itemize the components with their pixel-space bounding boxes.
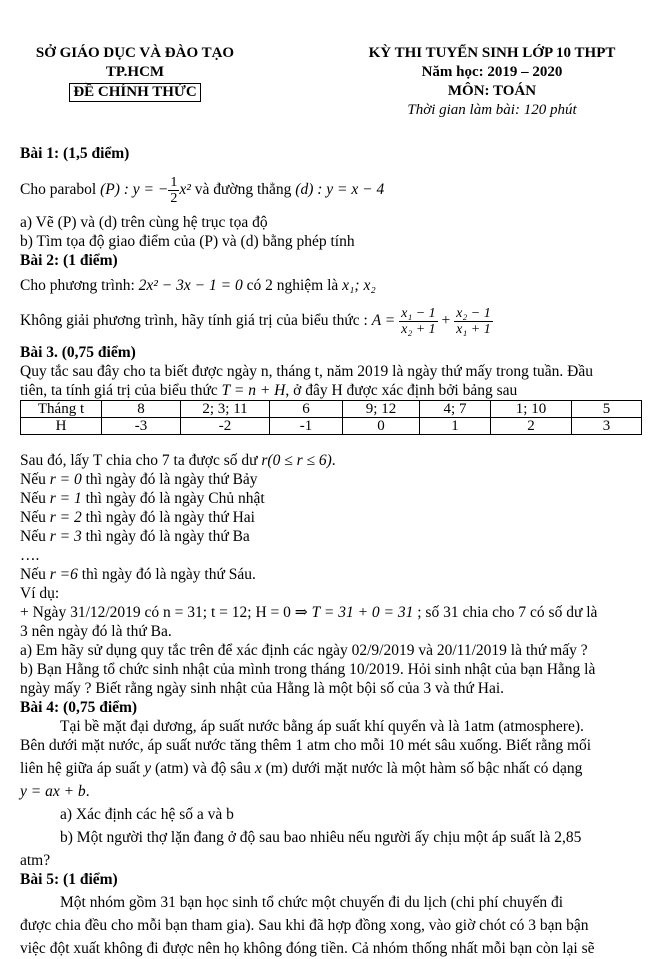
- example-line-1: + Ngày 31/12/2019 có n = 31; t = 12; H = 0 ⇒ T = 31 + 0 = 31 ; số 31 chia cho 7 có số dư là: [20, 604, 598, 621]
- rule-line: Nếu r = 2 thì ngày đó là ngày thứ Hai: [20, 509, 255, 526]
- rule-line: Nếu r = 3 thì ngày đó là ngày thứ Ba: [20, 528, 250, 545]
- fraction-one-half: $\frac{1}{2}$: [170, 174, 178, 206]
- linear-function: y = ax + b.: [20, 783, 90, 800]
- roots: x₁; x₂: [342, 277, 376, 294]
- example-label: Ví dụ:: [20, 585, 60, 602]
- problem-2-equation-line: Cho phương trình: 2x² − 3x − 1 = 0 có 2 nghiệm là x₁; x₂: [20, 277, 376, 294]
- problem-4-title: Bài 4: (0,75 điểm): [20, 699, 138, 716]
- problem-4-part-a: a) Xác định các hệ số a và b: [60, 806, 234, 823]
- problem-1-part-b: b) Tìm tọa độ giao điểm của (P) và (d) bằng phép tính: [20, 233, 355, 250]
- rule-line: Nếu r = 0 thì ngày đó là ngày thứ Bảy: [20, 471, 258, 488]
- table-cell: 6: [270, 401, 343, 418]
- problem-3-title: Bài 3. (0,75 điểm): [20, 344, 136, 361]
- problem-3-part-b-cont: ngày mấy ? Biết rằng ngày sinh nhật của Hằng là một bội số của 3 và thứ Hai.: [20, 680, 505, 697]
- fraction-2: $\frac{\text{x₂ − 1}}{\text{x₁ + 1}}$: [456, 305, 491, 337]
- subject: MÔN: TOÁN: [447, 83, 537, 99]
- problem-4-p1: Tại bề mặt đại dương, áp suất nước bằng áp suất khí quyển và là 1atm (atmosphere).: [60, 718, 584, 735]
- table-cell: 0: [343, 418, 420, 435]
- table-cell: 5: [572, 401, 642, 418]
- problem-2: [20, 251, 642, 339]
- table-cell: 9; 12: [343, 401, 420, 418]
- problem-5-title: Bài 5: (1 điểm): [20, 871, 118, 888]
- rule-line: Nếu r = 1 thì ngày đó là ngày Chủ nhật: [20, 490, 265, 507]
- fraction-1: $\frac{\text{x₁ − 1}}{\text{x₂ + 1}}$: [401, 305, 436, 337]
- parabol-equation: (P) : y = −: [100, 181, 169, 198]
- problem-1-statement: Cho parabol (P) : y = − $\frac{1}{2}$ x² và đường thẳng (d) : y = x − 4: [20, 174, 385, 206]
- exam-page: [20, 0, 642, 958]
- rule-line: Nếu r =6 thì ngày đó là ngày thứ Sáu.: [20, 566, 256, 583]
- dept-name: SỞ GIÁO DỤC VÀ ĐÀO TẠO: [35, 45, 235, 61]
- table-cell: Tháng t: [21, 401, 102, 418]
- table-cell: H: [21, 418, 102, 435]
- table-cell: -1: [270, 418, 343, 435]
- dept-city: TP.HCM: [105, 64, 165, 80]
- time-limit: Thời gian làm bài: 120 phút: [407, 102, 577, 118]
- implies-symbol: ⇒: [294, 604, 308, 621]
- table-cell: 1; 10: [491, 401, 572, 418]
- table-cell: 3: [572, 418, 642, 435]
- problem-3: [20, 343, 642, 698]
- exam-title: KỲ THI TUYỂN SINH LỚP 10 THPT: [368, 45, 616, 61]
- official-stamp: ĐỀ CHÍNH THỨC: [69, 83, 200, 102]
- problem-5-p1: Một nhóm gồm 31 bạn học sinh tổ chức một chuyến đi du lịch (chi phí chuyến đi: [60, 894, 564, 911]
- problem-3-p1: Quy tắc sau đây cho ta biết được ngày n, tháng t, năm 2019 là ngày thứ mấy trong tuần. Đầu: [20, 363, 593, 380]
- problem-3-part-b: b) Bạn Hằng tổ chức sinh nhật của mình trong tháng 10/2019. Hỏi sinh nhật của bạn Hằng là: [20, 661, 596, 678]
- problem-5: [20, 870, 642, 958]
- example-line-2: 3 nên ngày đó là thứ Ba.: [20, 623, 172, 640]
- problem-2-expression-line: Không giải phương trình, hãy tính giá trị của biểu thức : A = $\frac{\text{x₁ − 1}}{\text{x₂ + 1}}$ + $\frac{\text{x₂ − 1}}{\text{x₁ + 1}}$: [20, 305, 491, 337]
- line-equation: (d) : y = x − 4: [295, 181, 385, 198]
- quadratic-equation: 2x² − 3x − 1 = 0: [138, 277, 243, 294]
- header-left: [20, 44, 250, 102]
- h-table: [20, 400, 642, 435]
- school-year: Năm học: 2019 – 2020: [421, 64, 563, 80]
- problem-1-part-a: a) Vẽ (P) và (d) trên cùng hệ trục tọa độ: [20, 214, 268, 231]
- t-expression: T = n + H: [221, 382, 286, 399]
- ellipsis: ….: [20, 547, 40, 564]
- table-cell: -2: [181, 418, 270, 435]
- table-cell: 4; 7: [420, 401, 491, 418]
- table-cell: 8: [102, 401, 181, 418]
- table-cell: 1: [420, 418, 491, 435]
- table-cell: 2: [491, 418, 572, 435]
- problem-5-p3: việc đột xuất không đi được nên họ không đóng tiền. Cả nhóm thống nhất mỗi bạn còn lại sẽ: [20, 940, 595, 957]
- problem-4-part-b: b) Một người thợ lặn đang ở độ sau bao nhiêu nếu người ấy chịu một áp suất là 2,85: [60, 829, 582, 846]
- problem-1: [20, 144, 642, 251]
- exam-header: [20, 0, 642, 128]
- remainder-expression: r(0 ≤ r ≤ 6): [261, 452, 332, 469]
- problem-4-p3: liên hệ giữa áp suất y (atm) và độ sâu x (m) dưới mặt nước là một hàm số bậc nhất có dạng: [20, 760, 583, 777]
- problem-3-p2: tiên, ta tính giá trị của biểu thức T = n + H, ở đây H được xác định bởi bảng sau: [20, 382, 518, 399]
- problem-3-part-a: a) Em hãy sử dụng quy tắc trên để xác định các ngày 02/9/2019 và 20/11/2019 là thứ mấy ?: [20, 642, 588, 659]
- table-cell: -3: [102, 418, 181, 435]
- table-row: [21, 418, 642, 435]
- table-row: [21, 401, 642, 418]
- problem-4-part-b-cont: atm?: [20, 852, 51, 869]
- problem-1-title: Bài 1: (1,5 điểm): [20, 145, 130, 162]
- table-cell: 2; 3; 11: [181, 401, 270, 418]
- problem-5-p2: được chia đều cho mỗi bạn tham gia). Sau khi đã hợp đồng xong, vào giờ chót có 3 bạn bận: [20, 917, 589, 934]
- header-right: [342, 44, 642, 120]
- problem-2-title: Bài 2: (1 điểm): [20, 252, 118, 269]
- problem-4-p2: Bên dưới mặt nước, áp suất nước tăng thêm 1 atm cho mỗi 10 mét sâu xuống. Biết rằng mối: [20, 737, 592, 754]
- problem-4: [20, 698, 642, 870]
- remainder-line: Sau đó, lấy T chia cho 7 ta được số dư r(0 ≤ r ≤ 6).: [20, 452, 336, 469]
